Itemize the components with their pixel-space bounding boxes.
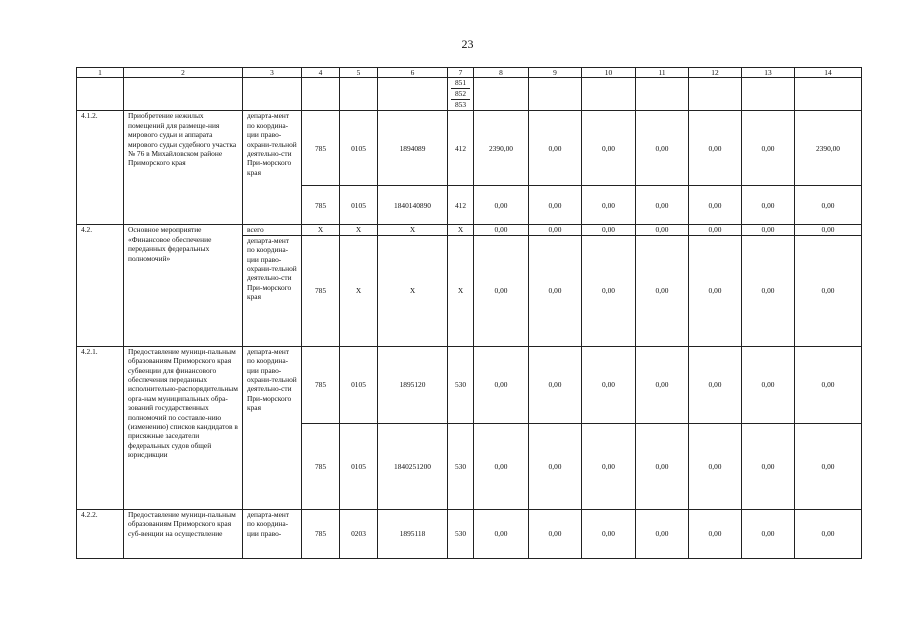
cell-value: 0,00 xyxy=(636,509,689,558)
cell-value: 0,00 xyxy=(689,509,742,558)
item-department: всего xyxy=(243,225,302,235)
header-cell: 12 xyxy=(689,68,742,78)
cell-value: 0,00 xyxy=(795,186,862,225)
cell-value: 530 xyxy=(448,423,474,509)
cell-value: 412 xyxy=(448,186,474,225)
cell-value: Х xyxy=(340,225,378,235)
cell-value: 0,00 xyxy=(529,423,582,509)
kvr-code: 852 xyxy=(451,89,470,100)
header-cell: 11 xyxy=(636,68,689,78)
cell-value: 0,00 xyxy=(636,111,689,186)
cell-value: 1840251200 xyxy=(378,423,448,509)
item-department: департа-мент по координа-ции право- xyxy=(243,509,302,558)
table-row xyxy=(77,111,862,186)
cell-value: 0,00 xyxy=(742,225,795,235)
cell-value: 0,00 xyxy=(582,423,636,509)
header-cell: 9 xyxy=(529,68,582,78)
cell-value: 0,00 xyxy=(582,235,636,346)
header-row xyxy=(77,68,862,78)
cell-value: 0,00 xyxy=(474,225,529,235)
table-row xyxy=(77,225,862,235)
cell-value: 0,00 xyxy=(529,509,582,558)
cell-value: 0,00 xyxy=(742,346,795,423)
item-name: Приобретение нежилых помещений для размеще-ния мирового судьи и аппарата мирового судьи судебного участка № 76 в Михайловском районе Приморского края xyxy=(124,111,243,225)
item-department: департа-мент по координа-ции право-охрани-тельной деятельно-сти При-морского края xyxy=(243,111,302,225)
cell-value: 0,00 xyxy=(689,346,742,423)
header-cell: 8 xyxy=(474,68,529,78)
header-cell: 3 xyxy=(243,68,302,78)
cell-value: 0,00 xyxy=(742,186,795,225)
cell-value: 1840140890 xyxy=(378,186,448,225)
cell-value: 0105 xyxy=(340,423,378,509)
cell-value: Х xyxy=(448,225,474,235)
cell-value: 0,00 xyxy=(689,423,742,509)
cell-value: 0105 xyxy=(340,111,378,186)
item-number: 4.2.2. xyxy=(77,509,124,558)
header-cell: 13 xyxy=(742,68,795,78)
kvr-code: 853 xyxy=(454,100,467,110)
cell-value: 0,00 xyxy=(529,186,582,225)
cell-value: 0,00 xyxy=(474,509,529,558)
budget-table xyxy=(76,67,862,559)
cell-value: 0,00 xyxy=(582,186,636,225)
cell-value: 0,00 xyxy=(582,111,636,186)
cell-value: 0,00 xyxy=(636,346,689,423)
page-number: 23 xyxy=(461,37,474,51)
kvr-code: 851 xyxy=(451,78,470,89)
item-number: 4.2.1. xyxy=(77,346,124,509)
cell-value: Х xyxy=(378,235,448,346)
cell-value: 0203 xyxy=(340,509,378,558)
cell-value: 0,00 xyxy=(582,509,636,558)
cell-value: 2390,00 xyxy=(795,111,862,186)
cell-value: 412 xyxy=(448,111,474,186)
cell-value: 0,00 xyxy=(474,186,529,225)
cell-value: 0,00 xyxy=(795,225,862,235)
item-number: 4.2. xyxy=(77,225,124,346)
header-cell: 10 xyxy=(582,68,636,78)
kvr-stack xyxy=(448,78,474,111)
cell-value: 0,00 xyxy=(689,225,742,235)
cell-value: 0,00 xyxy=(474,423,529,509)
item-name: Предоставление муници-пальным образованиям Приморского края субвенции для финансового обеспечения переданных исполнительно-распорядительным орга-нам муниципальных обра-зований государственных полномочий по составле-нию (изменению) списков кандидатов в присяжные заседатели федеральных судов общей юрисдикции xyxy=(124,346,243,509)
cell-value: 0,00 xyxy=(636,235,689,346)
header-cell: 1 xyxy=(77,68,124,78)
cell-value: 0,00 xyxy=(529,346,582,423)
cell-value: 530 xyxy=(448,346,474,423)
cell-value: Х xyxy=(340,235,378,346)
cell-value: 0,00 xyxy=(742,235,795,346)
item-department: департа-мент по координа-ции право-охрани-тельной деятельно-сти При-морского края xyxy=(243,235,302,346)
cell-value: 785 xyxy=(302,346,340,423)
header-cell: 6 xyxy=(378,68,448,78)
cell-value: 0,00 xyxy=(582,346,636,423)
cell-value: 0,00 xyxy=(474,346,529,423)
cell-value: 0,00 xyxy=(795,509,862,558)
cell-value: 0,00 xyxy=(742,509,795,558)
cell-value: 0,00 xyxy=(742,423,795,509)
header-cell: 4 xyxy=(302,68,340,78)
header-cell: 2 xyxy=(124,68,243,78)
cell-value: 1895120 xyxy=(378,346,448,423)
table-row xyxy=(77,509,862,558)
header-cell: 7 xyxy=(448,68,474,78)
cell-value: 785 xyxy=(302,423,340,509)
table-row xyxy=(77,346,862,423)
cell-value: 0,00 xyxy=(689,111,742,186)
cell-value: 0,00 xyxy=(742,111,795,186)
cell-value: Х xyxy=(302,225,340,235)
item-name: Основное мероприятие «Финансовое обеспечение переданных федеральных полномочий» xyxy=(124,225,243,346)
cell-value: 0,00 xyxy=(689,235,742,346)
cell-value: Х xyxy=(448,235,474,346)
item-department: департа-мент по координа-ции право-охрани-тельной деятельно-сти При-морского края xyxy=(243,346,302,509)
cell-value: 0,00 xyxy=(636,186,689,225)
cell-value: 0,00 xyxy=(795,235,862,346)
cell-value: 785 xyxy=(302,235,340,346)
cell-value: 0,00 xyxy=(474,235,529,346)
header-cell: 14 xyxy=(795,68,862,78)
continuation-row xyxy=(77,78,862,111)
cell-value: 0,00 xyxy=(636,225,689,235)
cell-value: 0,00 xyxy=(795,423,862,509)
cell-value: 785 xyxy=(302,509,340,558)
cell-value: 2390,00 xyxy=(474,111,529,186)
cell-value: 0,00 xyxy=(582,225,636,235)
cell-value: 785 xyxy=(302,186,340,225)
cell-value: Х xyxy=(378,225,448,235)
cell-value: 0,00 xyxy=(529,111,582,186)
cell-value: 1894089 xyxy=(378,111,448,186)
cell-value: 0,00 xyxy=(795,346,862,423)
cell-value: 0,00 xyxy=(529,225,582,235)
cell-value: 0,00 xyxy=(636,423,689,509)
cell-value: 785 xyxy=(302,111,340,186)
cell-value: 530 xyxy=(448,509,474,558)
cell-value: 1895118 xyxy=(378,509,448,558)
header-cell: 5 xyxy=(340,68,378,78)
cell-value: 0105 xyxy=(340,186,378,225)
cell-value: 0105 xyxy=(340,346,378,423)
item-name: Предоставление муници-пальным образованиям Приморского края суб-венции на осуществление xyxy=(124,509,243,558)
item-number: 4.1.2. xyxy=(77,111,124,225)
cell-value: 0,00 xyxy=(689,186,742,225)
cell-value: 0,00 xyxy=(529,235,582,346)
